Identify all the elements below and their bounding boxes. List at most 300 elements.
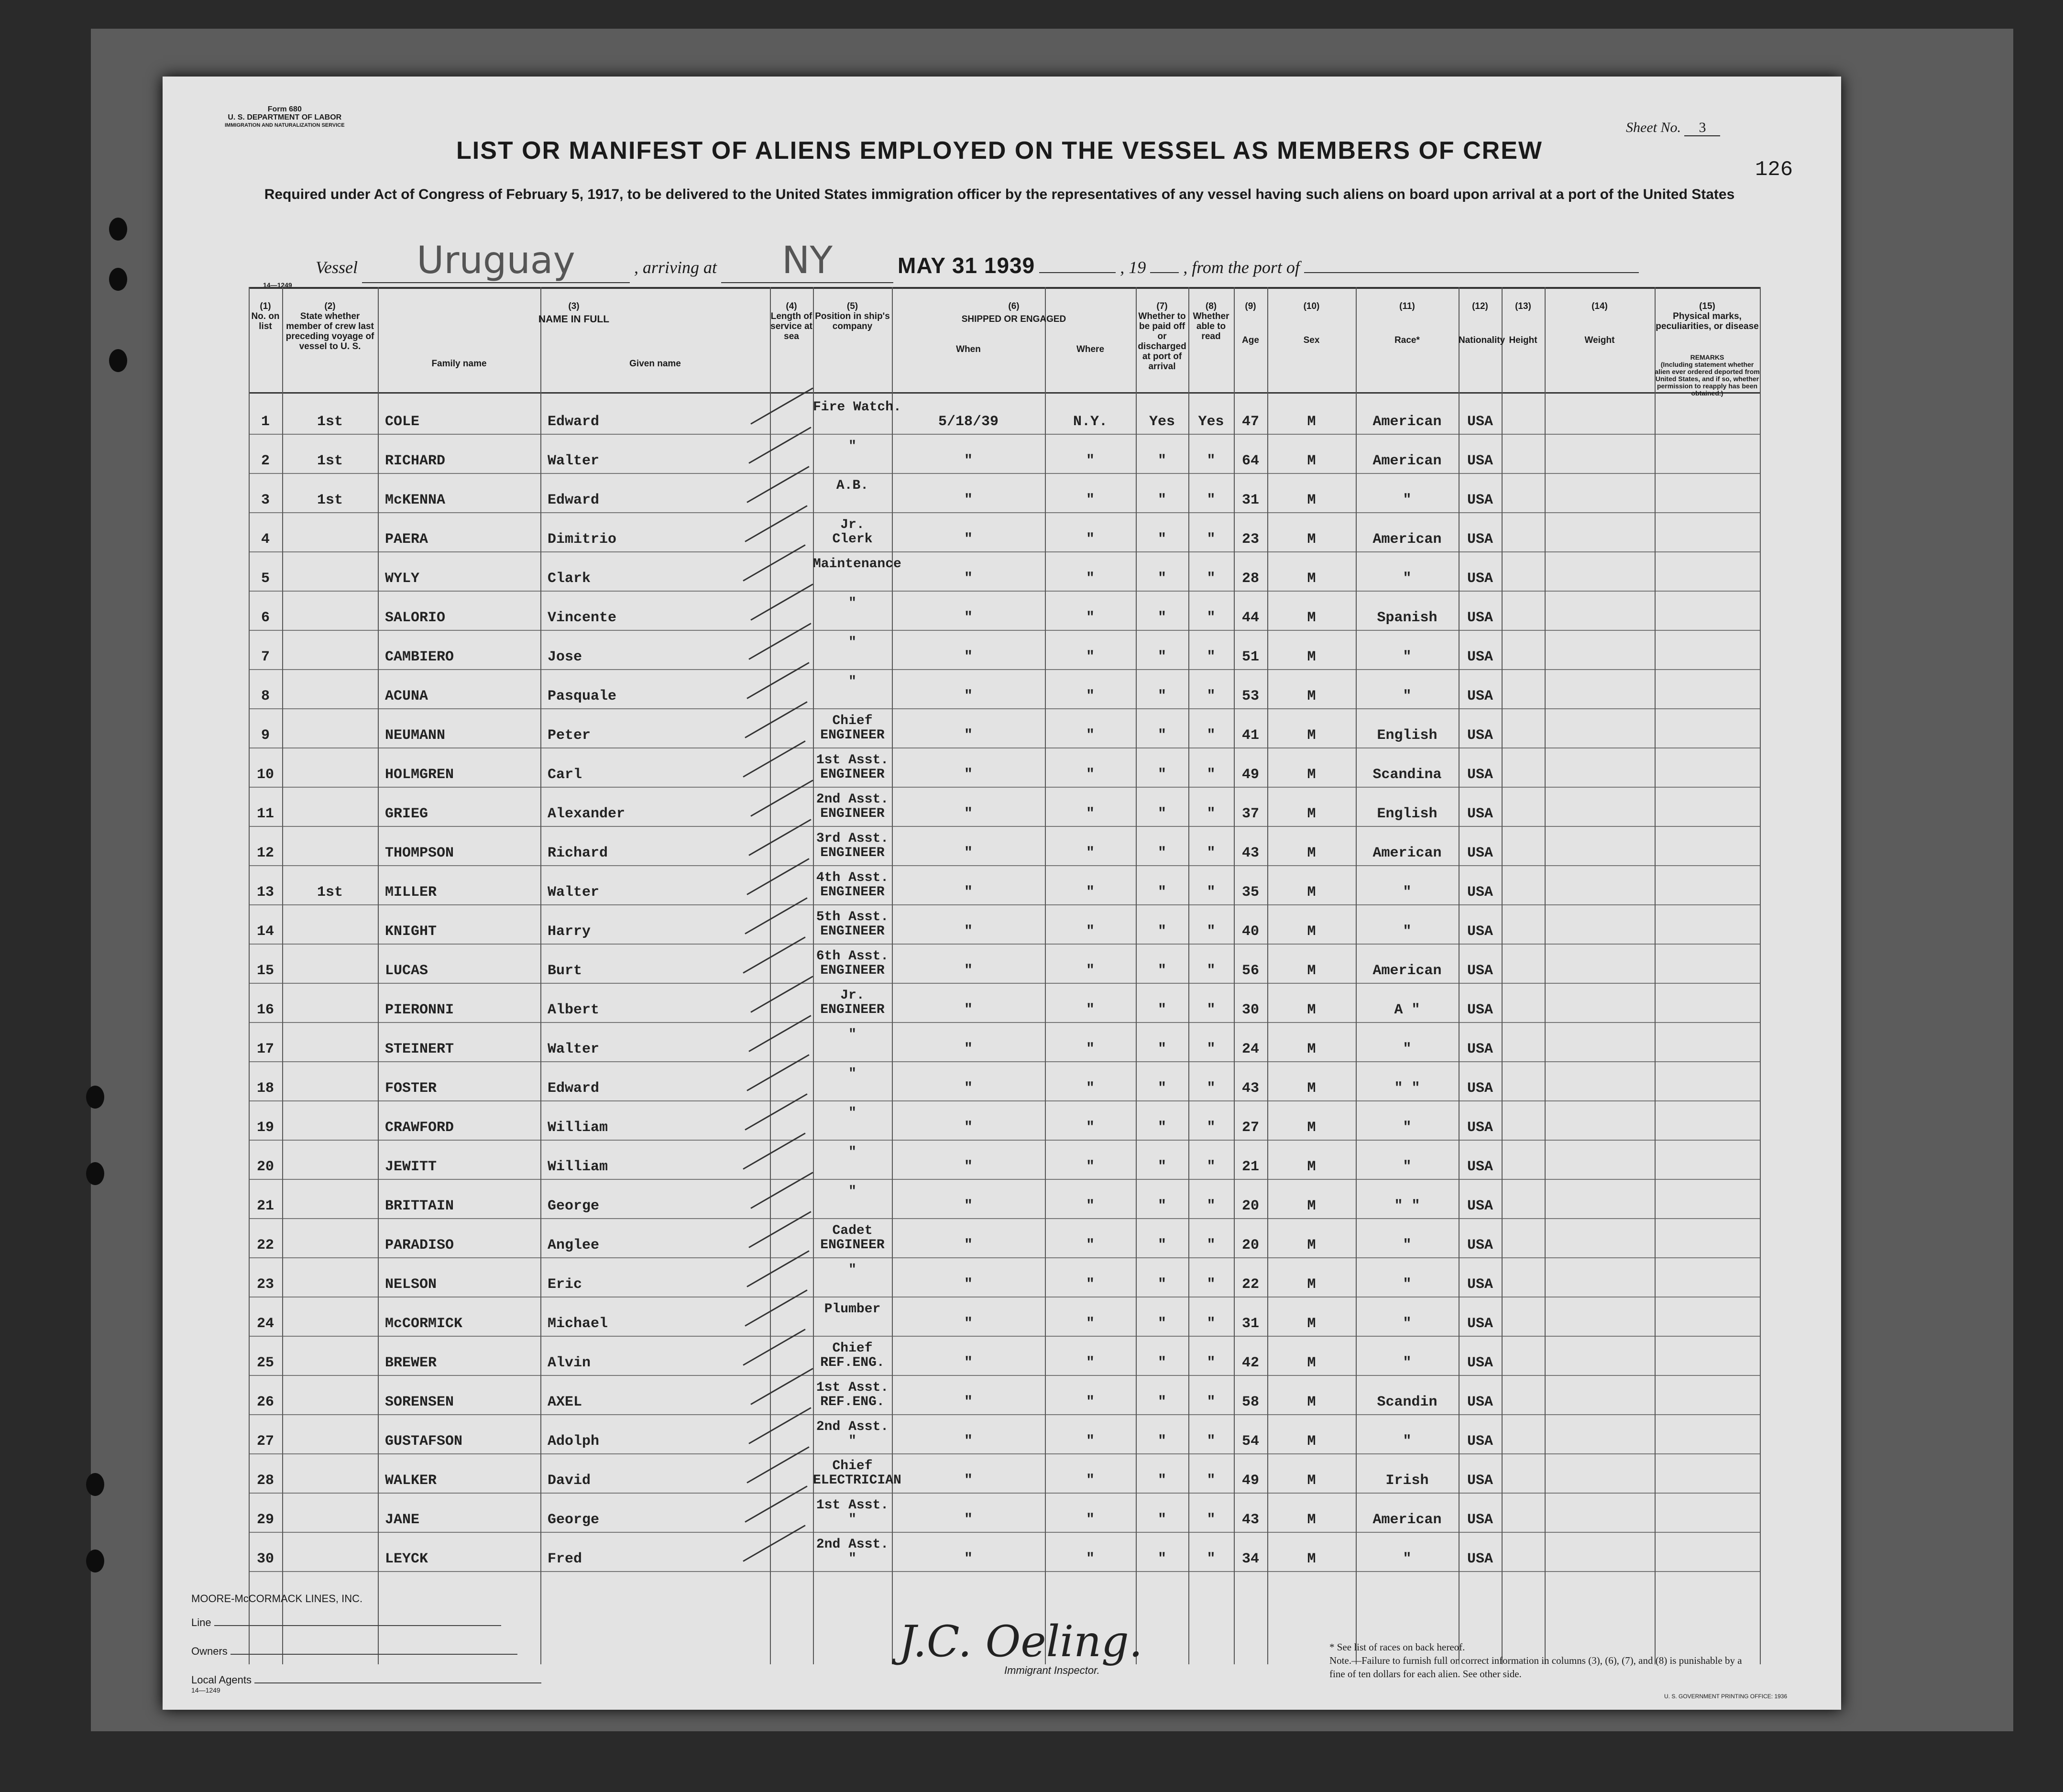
check-mark (750, 976, 813, 1013)
cell-when: " (964, 1041, 973, 1057)
year-label: , 19 (1120, 258, 1146, 277)
cell-when: " (964, 1355, 973, 1371)
cell-nat: USA (1467, 884, 1493, 901)
cell-given: William (548, 1159, 608, 1175)
cell-position: 1st Asst. ENGINEER (816, 753, 889, 782)
cell-given: Anglee (548, 1237, 600, 1253)
binder-hole (109, 218, 127, 241)
check-mark (748, 1015, 811, 1052)
cell-age: 31 (1241, 492, 1259, 508)
binder-hole (86, 1086, 104, 1109)
cell-age: 47 (1241, 414, 1259, 430)
cell-nat: USA (1467, 1237, 1493, 1253)
cell-nat: USA (1467, 1355, 1493, 1371)
cell-age: 41 (1241, 727, 1259, 744)
cell-no: 2 (261, 453, 270, 469)
binder-hole (109, 349, 127, 372)
cell-race: English (1377, 806, 1438, 822)
cell-sex: M (1307, 1002, 1316, 1018)
cell-sex: M (1307, 1276, 1316, 1293)
from-port-label: , from the port of (1183, 258, 1300, 277)
check-mark (746, 1054, 809, 1091)
cell-sex: M (1307, 884, 1316, 901)
cell-nat: USA (1467, 963, 1493, 979)
cell-no: 17 (256, 1041, 274, 1057)
check-mark (743, 1132, 805, 1170)
cell-race: " (1403, 1159, 1412, 1175)
cell-no: 5 (261, 571, 270, 587)
header-col-3: (3) NAME IN FULL (538, 301, 610, 325)
cell-where: " (1086, 688, 1095, 704)
cell-paid: " (1157, 1276, 1166, 1293)
inspector-label: Immigrant Inspector. (1004, 1664, 1100, 1676)
cell-paid: " (1157, 963, 1166, 979)
page-title: LIST OR MANIFEST OF ALIENS EMPLOYED ON THE VESSEL AS MEMBERS OF CREW (456, 137, 1543, 165)
cell-family: LEYCK (385, 1551, 428, 1567)
cell-age: 24 (1241, 1041, 1259, 1057)
cell-sex: M (1307, 1120, 1316, 1136)
cell-no: 8 (261, 688, 270, 704)
cell-sex: M (1307, 1473, 1316, 1489)
cell-age: 64 (1241, 453, 1259, 469)
cell-when: " (964, 1276, 973, 1293)
cell-race: " (1403, 1355, 1412, 1371)
cell-age: 27 (1241, 1120, 1259, 1136)
check-mark (745, 897, 807, 934)
cell-paid: " (1157, 649, 1166, 665)
cell-read: " (1207, 1473, 1216, 1489)
cell-given: Albert (548, 1002, 600, 1018)
cell-nat: USA (1467, 1080, 1493, 1097)
cell-given: Clark (548, 571, 591, 587)
check-mark (746, 1250, 809, 1287)
check-mark (748, 819, 811, 856)
cell-no: 9 (261, 727, 270, 744)
cell-position: 3rd Asst. ENGINEER (816, 831, 889, 860)
cell-read: " (1207, 1512, 1216, 1528)
cell-no: 12 (256, 845, 274, 861)
arriving-label: , arriving at (634, 258, 717, 277)
cell-read: " (1207, 806, 1216, 822)
cell-read: " (1207, 727, 1216, 744)
manifest-sheet (163, 77, 1841, 1710)
cell-sex: M (1307, 923, 1316, 940)
cell-paid: " (1157, 1394, 1166, 1410)
cell-no: 22 (256, 1237, 274, 1253)
cell-where: " (1086, 1080, 1095, 1097)
cell-race: Irish (1385, 1473, 1429, 1489)
cell-nat: USA (1467, 571, 1493, 587)
cell-read: " (1207, 1316, 1216, 1332)
cell-nat: USA (1467, 1551, 1493, 1567)
cell-race: American (1372, 1512, 1442, 1528)
cell-family: JANE (385, 1512, 420, 1528)
cell-given: Carl (548, 767, 582, 783)
cell-sex: M (1307, 649, 1316, 665)
cell-position: Cadet ENGINEER (820, 1223, 885, 1253)
cell-read: " (1207, 571, 1216, 587)
cell-read: " (1207, 1433, 1216, 1450)
cell-when: " (964, 767, 973, 783)
arriving-port: NY (782, 239, 833, 282)
header-col-1: (1) No. on list (251, 301, 280, 331)
cell-where: " (1086, 1433, 1095, 1450)
cell-race: " " (1394, 1080, 1420, 1097)
cell-paid: " (1157, 453, 1166, 469)
cell-paid: " (1157, 571, 1166, 587)
cell-where: " (1086, 649, 1095, 665)
cell-race: " (1403, 492, 1412, 508)
vessel-line (316, 239, 1702, 282)
cell-family: RICHARD (385, 453, 446, 469)
cell-where: " (1086, 1394, 1095, 1410)
check-mark (748, 1211, 811, 1248)
cell-when: " (964, 1237, 973, 1253)
cell-given: Pasquale (548, 688, 617, 704)
cell-position: Chief ENGINEER (820, 714, 885, 743)
binder-hole (109, 268, 127, 291)
cell-nat: USA (1467, 1276, 1493, 1293)
header-where: Where (1076, 344, 1105, 354)
cell-where: " (1086, 1237, 1095, 1253)
cell-nat: USA (1467, 414, 1493, 430)
cell-where: N.Y. (1073, 414, 1108, 430)
header-col-4: (4) Length of service at sea (770, 301, 812, 341)
cell-prev: 1st (317, 492, 343, 508)
cell-paid: " (1157, 1237, 1166, 1253)
header-col-11: (11) Race* (1394, 301, 1420, 345)
cell-prev: 1st (317, 884, 343, 901)
cell-race: " (1403, 1316, 1412, 1332)
cell-read: " (1207, 453, 1216, 469)
cell-race: " (1403, 1237, 1412, 1253)
header-col-14: (14) Weight (1584, 301, 1615, 345)
check-mark (743, 936, 805, 974)
cell-sex: M (1307, 806, 1316, 822)
cell-when: " (964, 1120, 973, 1136)
cell-position: Chief REF.ENG. (820, 1341, 885, 1370)
cell-when: " (964, 1198, 973, 1214)
cell-prev: 1st (317, 414, 343, 430)
check-mark (743, 740, 805, 778)
cell-where: " (1086, 531, 1095, 548)
cell-race: Spanish (1377, 610, 1438, 626)
service-name: IMMIGRATION AND NATURALIZATION SERVICE (225, 122, 345, 128)
cell-race: " (1403, 1041, 1412, 1057)
cell-no: 10 (256, 767, 274, 783)
cell-when: " (964, 1316, 973, 1332)
cell-given: Walter (548, 453, 600, 469)
cell-sex: M (1307, 531, 1316, 548)
cell-no: 30 (256, 1551, 274, 1567)
cell-when: " (964, 610, 973, 626)
header-col-9: (9) Age (1242, 301, 1259, 345)
cell-family: PIERONNI (385, 1002, 454, 1018)
cell-nat: USA (1467, 649, 1493, 665)
cell-age: 56 (1241, 963, 1259, 979)
cell-prev: 1st (317, 453, 343, 469)
cell-no: 25 (256, 1355, 274, 1371)
cell-race: American (1372, 963, 1442, 979)
check-mark (746, 466, 809, 503)
cell-when: " (964, 884, 973, 901)
cell-race: " (1403, 923, 1412, 940)
cell-age: 21 (1241, 1159, 1259, 1175)
cell-family: SALORIO (385, 610, 446, 626)
cell-given: Harry (548, 923, 591, 940)
cell-age: 35 (1241, 884, 1259, 901)
cell-position: " (848, 1027, 856, 1042)
cell-position: 5th Asst. ENGINEER (816, 910, 889, 939)
cell-given: AXEL (548, 1394, 582, 1410)
cell-position: Chief ELECTRICIAN (813, 1459, 901, 1488)
cell-paid: " (1157, 727, 1166, 744)
cell-sex: M (1307, 1159, 1316, 1175)
cell-no: 28 (256, 1473, 274, 1489)
cell-sex: M (1307, 414, 1316, 430)
cell-paid: " (1157, 1512, 1166, 1528)
cell-where: " (1086, 727, 1095, 744)
cell-when: " (964, 531, 973, 548)
cell-family: MILLER (385, 884, 437, 901)
cell-age: 22 (1241, 1276, 1259, 1293)
cell-no: 14 (256, 923, 274, 940)
cell-paid: Yes (1149, 414, 1175, 430)
cell-given: Michael (548, 1316, 608, 1332)
cell-age: 23 (1241, 531, 1259, 548)
check-mark (743, 1525, 805, 1562)
cell-age: 51 (1241, 649, 1259, 665)
crew-manifest-table (249, 287, 1760, 1588)
sheet-label: Sheet No. (1626, 120, 1681, 135)
check-mark (750, 1172, 813, 1209)
cell-no: 4 (261, 531, 270, 548)
cell-position: 2nd Asst. ENGINEER (816, 792, 889, 821)
page-subtitle: Required under Act of Congress of February 5, 1917, to be delivered to the United States immigration officer by the representatives of any vessel having such aliens on board upon arrival at a port of the United States (264, 187, 1735, 202)
cell-sex: M (1307, 1080, 1316, 1097)
cell-family: CRAWFORD (385, 1120, 454, 1136)
cell-read: " (1207, 1159, 1216, 1175)
cell-race: " " (1394, 1198, 1420, 1214)
cell-when: " (964, 649, 973, 665)
cell-where: " (1086, 1276, 1095, 1293)
cell-paid: " (1157, 688, 1166, 704)
cell-race: English (1377, 727, 1438, 744)
cell-family: BREWER (385, 1355, 437, 1371)
cell-sex: M (1307, 1355, 1316, 1371)
cell-race: " (1403, 649, 1412, 665)
cell-race: Scandina (1372, 767, 1442, 783)
cell-position: 2nd Asst. " (816, 1537, 889, 1566)
cell-nat: USA (1467, 1512, 1493, 1528)
cell-when: " (964, 806, 973, 822)
header-remarks: REMARKS (Including statement whether alien ever ordered deported from United States, and if so, whether permission to reapply has been obtained.) (1655, 353, 1760, 397)
cell-read: " (1207, 1041, 1216, 1057)
cell-read: " (1207, 1080, 1216, 1097)
cell-age: 42 (1241, 1355, 1259, 1371)
cell-paid: " (1157, 531, 1166, 548)
check-mark (748, 623, 811, 660)
cell-where: " (1086, 1551, 1095, 1567)
header-col-8: (8) Whether able to read (1193, 301, 1229, 341)
cell-age: 49 (1241, 1473, 1259, 1489)
cell-position: Maintenance (813, 557, 901, 572)
cell-when: " (964, 1551, 973, 1567)
cell-paid: " (1157, 1002, 1166, 1018)
cell-sex: M (1307, 727, 1316, 744)
check-mark (746, 1446, 809, 1484)
cell-position: Jr. Clerk (832, 517, 873, 547)
cell-sex: M (1307, 1041, 1316, 1057)
cell-sex: M (1307, 767, 1316, 783)
cell-no: 23 (256, 1276, 274, 1293)
cell-paid: " (1157, 1198, 1166, 1214)
cell-family: FOSTER (385, 1080, 437, 1097)
cell-paid: " (1157, 884, 1166, 901)
cell-family: BRITTAIN (385, 1198, 454, 1214)
cell-given: Edward (548, 492, 600, 508)
cell-given: Jose (548, 649, 582, 665)
check-mark (745, 1485, 807, 1523)
cell-paid: " (1157, 1041, 1166, 1057)
cell-age: 20 (1241, 1237, 1259, 1253)
cell-when: " (964, 492, 973, 508)
cell-given: Walter (548, 884, 600, 901)
cell-sex: M (1307, 453, 1316, 469)
company-name: MOORE-McCORMACK LINES, INC. (191, 1593, 363, 1605)
cell-when: " (964, 1080, 973, 1097)
cell-given: Alexander (548, 806, 625, 822)
cell-race: American (1372, 453, 1442, 469)
department-name: U. S. DEPARTMENT OF LABOR (228, 113, 342, 121)
cell-given: Fred (548, 1551, 582, 1567)
check-mark (745, 1289, 807, 1327)
check-mark (748, 1407, 811, 1444)
cell-where: " (1086, 923, 1095, 940)
cell-race: " (1403, 571, 1412, 587)
cell-when: " (964, 845, 973, 861)
cell-age: 54 (1241, 1433, 1259, 1450)
cell-age: 49 (1241, 767, 1259, 783)
cell-nat: USA (1467, 1041, 1493, 1057)
cell-read: " (1207, 610, 1216, 626)
cell-family: NELSON (385, 1276, 437, 1293)
binder-hole (86, 1550, 104, 1572)
cell-where: " (1086, 845, 1095, 861)
cell-nat: USA (1467, 923, 1493, 940)
check-mark (750, 1368, 813, 1405)
cell-where: " (1086, 1002, 1095, 1018)
cell-race: Scandin (1377, 1394, 1438, 1410)
form-code: 14—1249 (263, 281, 292, 289)
cell-age: 28 (1241, 571, 1259, 587)
cell-sex: M (1307, 688, 1316, 704)
check-mark (746, 858, 809, 895)
cell-nat: USA (1467, 610, 1493, 626)
cell-when: " (964, 923, 973, 940)
cell-read: " (1207, 1276, 1216, 1293)
cell-read: " (1207, 767, 1216, 783)
cell-family: PAERA (385, 531, 428, 548)
cell-family: WYLY (385, 571, 420, 587)
cell-sex: M (1307, 1237, 1316, 1253)
cell-no: 6 (261, 610, 270, 626)
cell-sex: M (1307, 1394, 1316, 1410)
check-mark (743, 544, 805, 582)
cell-given: Adolph (548, 1433, 600, 1450)
cell-age: 30 (1241, 1002, 1259, 1018)
check-mark (746, 662, 809, 699)
cell-where: " (1086, 963, 1095, 979)
cell-position: " (848, 1184, 856, 1199)
cell-nat: USA (1467, 1159, 1493, 1175)
cell-when: " (964, 1394, 973, 1410)
header-family-name: Family name (431, 359, 487, 369)
cell-sex: M (1307, 1198, 1316, 1214)
cell-where: " (1086, 1512, 1095, 1528)
cell-where: " (1086, 1198, 1095, 1214)
cell-nat: USA (1467, 845, 1493, 861)
cell-where: " (1086, 806, 1095, 822)
cell-family: JEWITT (385, 1159, 437, 1175)
cell-position: 4th Asst. ENGINEER (816, 870, 889, 900)
cell-family: LUCAS (385, 963, 428, 979)
header-col-10: (10) Sex (1303, 301, 1320, 345)
cell-read: Yes (1198, 414, 1224, 430)
check-mark (743, 1329, 805, 1366)
cell-position: " (848, 439, 856, 454)
cell-family: KNIGHT (385, 923, 437, 940)
form-number: Form 680 (267, 105, 302, 113)
cell-position: Fire Watch. (813, 400, 901, 415)
header-given-name: Given name (629, 359, 681, 369)
cell-where: " (1086, 1120, 1095, 1136)
header-col-15: (15) Physical marks, peculiarities, or disease (1656, 301, 1759, 331)
form-identifier (225, 105, 345, 130)
cell-no: 7 (261, 649, 270, 665)
cell-given: David (548, 1473, 591, 1489)
cell-read: " (1207, 1394, 1216, 1410)
header-col-7: (7) Whether to be paid off or discharged at port of arrival (1138, 301, 1186, 372)
cell-no: 11 (256, 806, 274, 822)
cell-no: 15 (256, 963, 274, 979)
cell-read: " (1207, 845, 1216, 861)
cell-sex: M (1307, 1316, 1316, 1332)
cell-nat: USA (1467, 1198, 1493, 1214)
cell-where: " (1086, 1159, 1095, 1175)
cell-race: A " (1394, 1002, 1420, 1018)
cell-nat: USA (1467, 531, 1493, 548)
cell-when: " (964, 688, 973, 704)
cell-when: " (964, 571, 973, 587)
cell-position: 6th Asst. ENGINEER (816, 949, 889, 978)
cell-paid: " (1157, 1551, 1166, 1567)
cell-nat: USA (1467, 1316, 1493, 1332)
cell-position: " (848, 1106, 856, 1121)
cell-position: " (848, 1145, 856, 1160)
cell-paid: " (1157, 1080, 1166, 1097)
header-col-12: (12) Nationality (1459, 301, 1505, 345)
cell-no: 27 (256, 1433, 274, 1450)
cell-race: American (1372, 845, 1442, 861)
cell-sex: M (1307, 1551, 1316, 1567)
cell-where: " (1086, 492, 1095, 508)
cell-race: " (1403, 688, 1412, 704)
cell-read: " (1207, 884, 1216, 901)
cell-family: HOLMGREN (385, 767, 454, 783)
cell-nat: USA (1467, 1120, 1493, 1136)
cell-sex: M (1307, 610, 1316, 626)
